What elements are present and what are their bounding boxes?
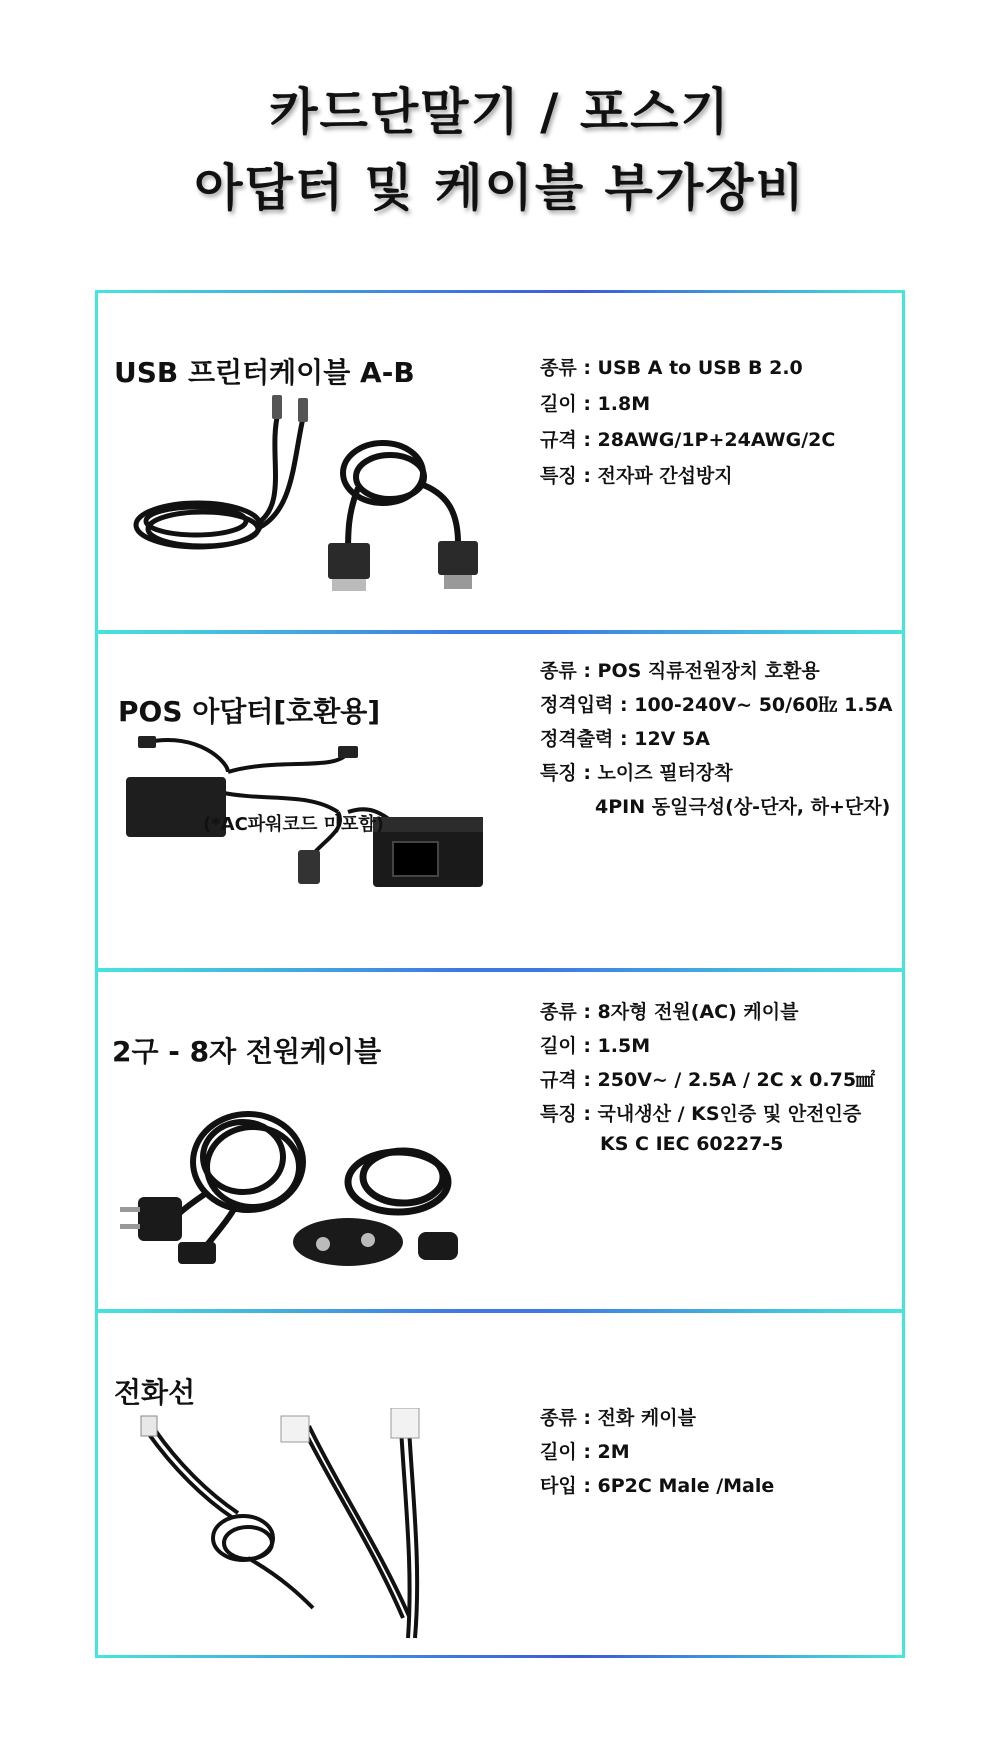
- page-title-line2: 아답터 및 케이블 부가장비: [194, 159, 806, 217]
- usb-cable-icon: [118, 393, 518, 593]
- spec-item: 타입 : 6P2C Male /Male: [540, 1475, 775, 1497]
- spec-item: 특징 : 국내생산 / KS인증 및 안전인증: [540, 1103, 862, 1125]
- phone-cable-icon: [133, 1408, 513, 1648]
- product-section-usb: [98, 293, 902, 630]
- spec-item: 종류 : POS 직류전원장치 호환용: [540, 660, 820, 682]
- spec-item: 종류 : 전화 케이블: [540, 1407, 696, 1429]
- adapter-note: (*AC파워코드 미포함): [203, 814, 384, 835]
- spec-continuation: KS C IEC 60227-5: [600, 1133, 784, 1155]
- spec-item: 종류 : USB A to USB B 2.0: [540, 357, 803, 379]
- product-section-phone-cable: [98, 1313, 902, 1658]
- spec-item: 규격 : 28AWG/1P+24AWG/2C: [540, 429, 836, 451]
- spec-item: 종류 : 8자형 전원(AC) 케이블: [540, 1001, 799, 1023]
- section-title: POS 아답터[호환용]: [118, 695, 381, 728]
- product-section-adapter: [98, 634, 902, 968]
- spec-item: 길이 : 1.8M: [540, 393, 651, 415]
- product-section-power-cable: [98, 972, 902, 1309]
- spec-item: 길이 : 2M: [540, 1441, 630, 1463]
- spec-item: 특징 : 노이즈 필터장착: [540, 762, 733, 784]
- power-cable-icon: [118, 1072, 508, 1272]
- spec-item: 정격입력 : 100-240V~ 50/60㎐ 1.5A: [540, 694, 893, 716]
- spec-item: 특징 : 전자파 간섭방지: [540, 465, 733, 487]
- section-title: 전화선: [114, 1376, 196, 1409]
- page-title-line1: 카드단말기 / 포스기: [269, 83, 731, 141]
- spec-item: 길이 : 1.5M: [540, 1035, 651, 1057]
- section-title: 2구 - 8자 전원케이블: [112, 1035, 382, 1068]
- spec-item: 규격 : 250V~ / 2.5A / 2C x 0.75㎟: [540, 1069, 876, 1091]
- section-title: USB 프린터케이블 A-B: [114, 356, 415, 389]
- spec-continuation: 4PIN 동일극성(상-단자, 하+단자): [595, 796, 891, 818]
- spec-item: 정격출력 : 12V 5A: [540, 728, 710, 750]
